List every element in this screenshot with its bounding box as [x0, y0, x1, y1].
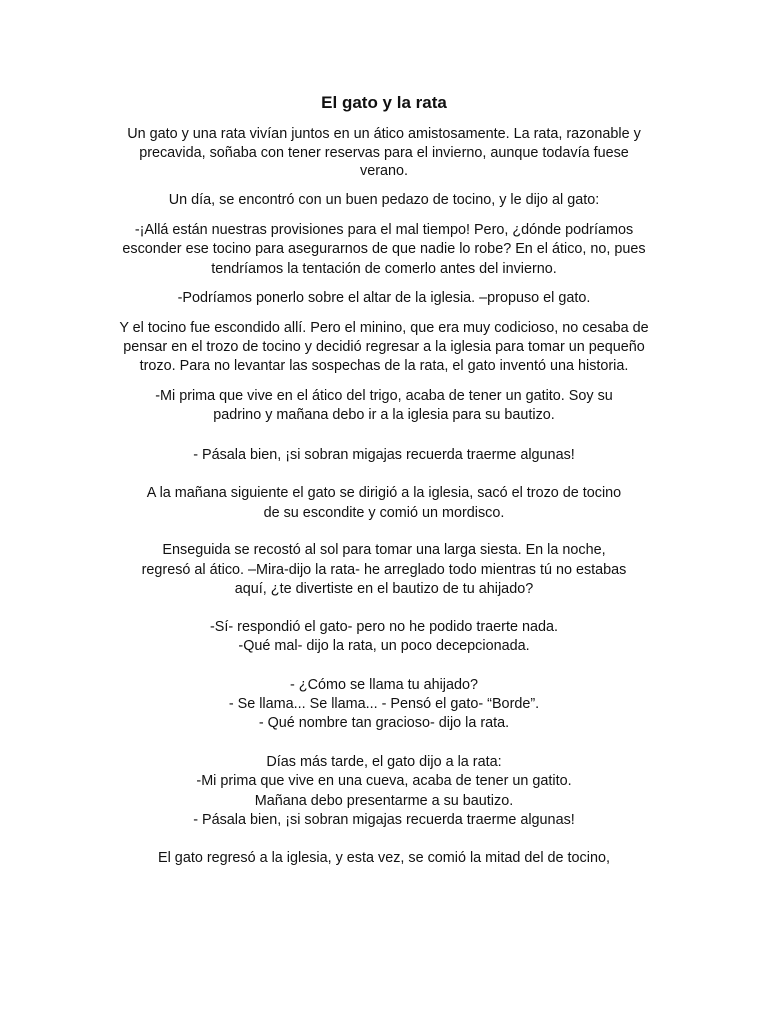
text-line: -¡Allá están nuestras provisiones para el mal tiempo! Pero, ¿dónde podríamos: [134, 222, 634, 238]
text-line: verano.: [360, 163, 408, 179]
text-line: Enseguida se recostó al sol para tomar una larga siesta. En la noche,: [162, 542, 606, 558]
text-line: -Mi prima que vive en una cueva, acaba de tener un gatito.: [196, 773, 572, 789]
text-line: - Pásala bien, ¡si sobran migajas recuerda traerme algunas!: [193, 447, 575, 463]
text-line: - ¿Cómo se llama tu ahijado?: [290, 677, 478, 693]
document-title: El gato y la rata: [321, 93, 447, 112]
text-line: Un día, se encontró con un buen pedazo de tocino, y le dijo al gato:: [168, 192, 600, 208]
text-line: - Se llama... Se llama... - Pensó el gato- “Borde”.: [228, 696, 540, 712]
text-line: de su escondite y comió un mordisco.: [263, 505, 505, 521]
text-line: -Qué mal- dijo la rata, un poco decepcionada.: [238, 638, 530, 654]
text-line: Un gato y una rata vivían juntos en un ático amistosamente. La rata, razonable y: [127, 126, 641, 142]
text-line: -Sí- respondió el gato- pero no he podido traerte nada.: [209, 619, 558, 635]
text-line: Días más tarde, el gato dijo a la rata:: [266, 754, 502, 770]
text-line: pensar en el trozo de tocino y decidió regresar a la iglesia para tomar un pequeño: [123, 339, 645, 355]
text-line: trozo. Para no levantar las sospechas de la rata, el gato inventó una historia.: [139, 358, 629, 374]
text-line: tendríamos la tentación de comerlo antes del invierno.: [211, 261, 557, 277]
text-line: El gato regresó a la iglesia, y esta vez, se comió la mitad del de tocino,: [158, 850, 610, 866]
text-line: -Podríamos ponerlo sobre el altar de la iglesia. –propuso el gato.: [177, 290, 591, 306]
text-line: precavida, soñaba con tener reservas para el invierno, aunque todavía fuese: [139, 145, 629, 161]
text-line: -Mi prima que vive en el ático del trigo, acaba de tener un gatito. Soy su: [155, 388, 613, 404]
text-line: esconder ese tocino para asegurarnos de que nadie lo robe? En el ático, no, pues: [122, 241, 646, 257]
text-line: aquí, ¿te divertiste en el bautizo de tu ahijado?: [234, 581, 534, 597]
text-line: - Qué nombre tan gracioso- dijo la rata.: [258, 715, 510, 731]
text-line: Y el tocino fue escondido allí. Pero el minino, que era muy codicioso, no cesaba de: [119, 320, 649, 336]
text-line: - Pásala bien, ¡si sobran migajas recuerda traerme algunas!: [193, 812, 575, 828]
text-line: Mañana debo presentarme a su bautizo.: [254, 793, 514, 809]
text-line: A la mañana siguiente el gato se dirigió a la iglesia, sacó el trozo de tocino: [146, 485, 622, 501]
text-line: padrino y mañana debo ir a la iglesia para su bautizo.: [213, 407, 555, 423]
text-line: regresó al ático. –Mira-dijo la rata- he arreglado todo mientras tú no estabas: [141, 562, 627, 578]
